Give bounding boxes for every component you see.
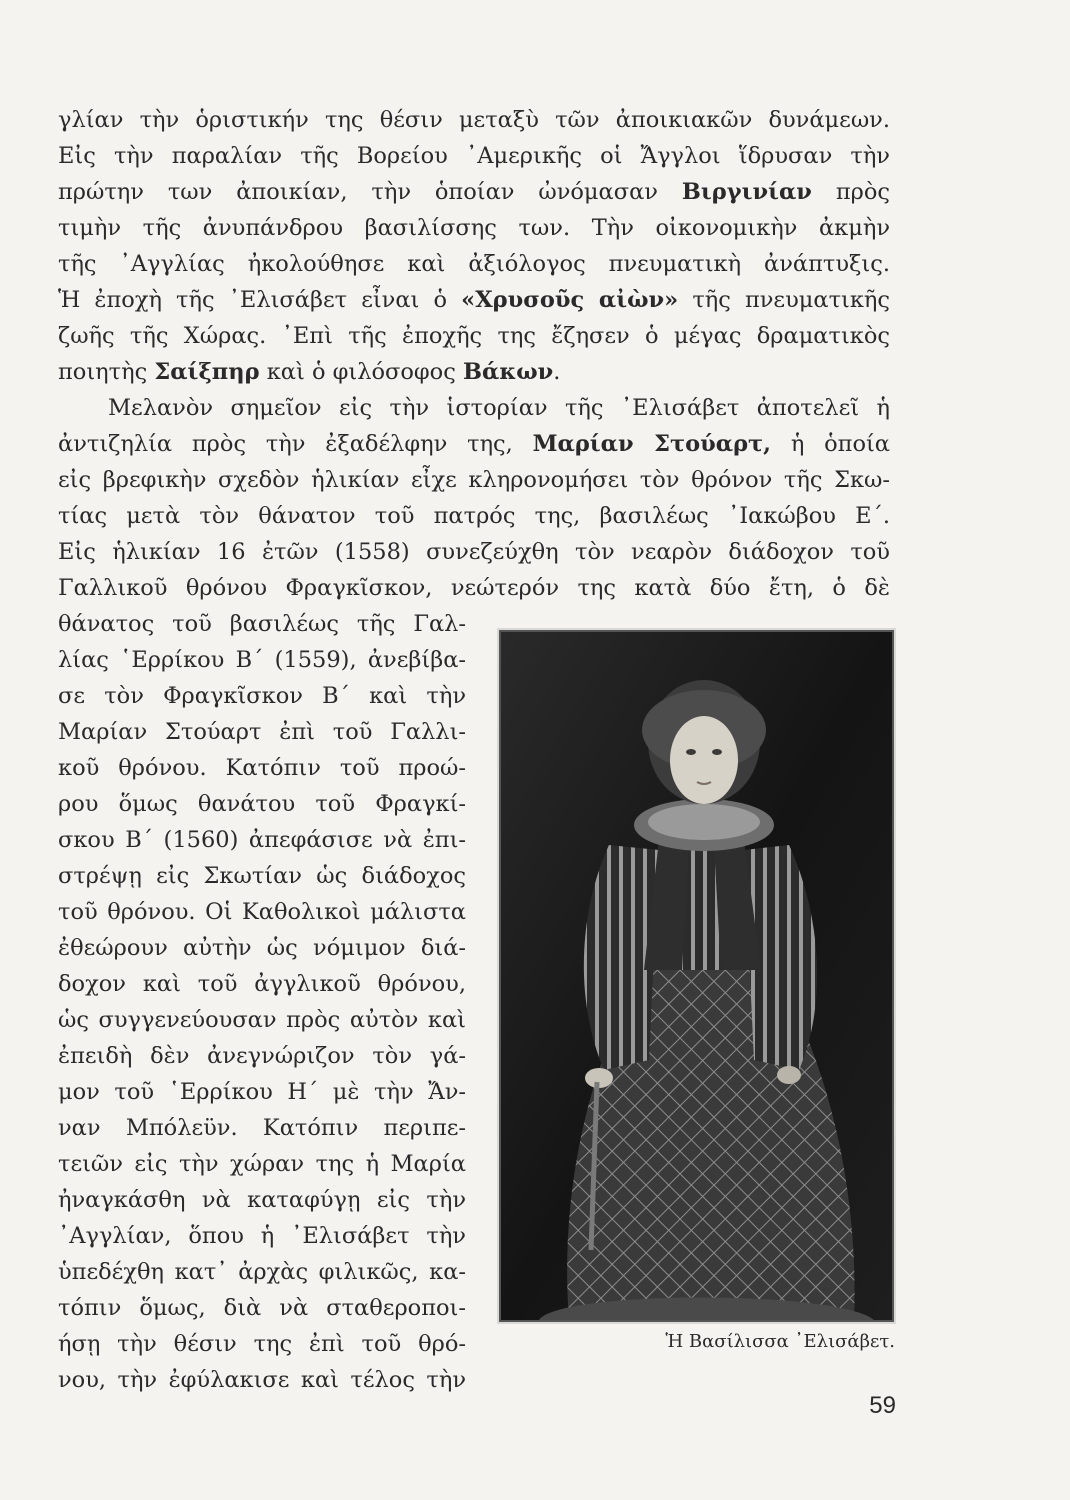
column-line: ὡς συγγενεύουσαν πρὸς αὐτὸν καὶ — [58, 1007, 466, 1033]
text-line: εἰς βρεφικὴν σχεδὸν ἡλικίαν εἶχε κληρονομήσει τὸν θρόνον τῆς Σκω- — [58, 467, 890, 493]
portrait-image — [497, 628, 896, 1324]
bold-term-golden-age: «Χρυσοῦς αἰὼν» — [461, 287, 679, 313]
column-line: ἐπειδὴ δὲν ἀνεγνώριζον τὸν γά- — [58, 1043, 466, 1069]
text-line: τῆς ᾿Αγγλίας ἠκολούθησε καὶ ἀξιόλογος πνευματικὴ ἀνάπτυξις. — [58, 251, 890, 277]
text-line: ἀντιζηλία πρὸς τὴν ἐξαδέλφην της, Μαρίαν Στούαρτ, ἡ ὁποία — [58, 431, 891, 457]
bold-term-shakespeare: Σαίξπηρ — [154, 359, 260, 385]
bold-term-virginia: Βιργινίαν — [681, 179, 812, 205]
column-line: κοῦ θρόνου. Κατόπιν τοῦ προώ- — [58, 755, 466, 781]
text-line: τιμὴν τῆς ἀνυπάνδρου βασιλίσσης των. Τὴν οἰκονομικὴν ἀκμὴν — [58, 215, 890, 241]
column-line: τοῦ θρόνου. Οἱ Καθολικοὶ μάλιστα — [58, 899, 466, 925]
column-line: σκου Β΄ (1560) ἀπεφάσισε νὰ ἐπι- — [58, 827, 466, 853]
column-line: ρου ὅμως θανάτου τοῦ Φραγκί- — [58, 791, 466, 817]
text-line: Εἰς ἡλικίαν 16 ἐτῶν (1558) συνεζεύχθη τὸν νεαρὸν διάδοχον τοῦ — [58, 539, 890, 565]
column-line: Μαρίαν Στούαρτ ἐπὶ τοῦ Γαλλι- — [58, 719, 466, 745]
column-line: τόπιν ὅμως, διὰ νὰ σταθεροποι- — [58, 1295, 466, 1321]
page-number: 59 — [869, 1392, 896, 1419]
column-line: θάνατος τοῦ βασιλέως τῆς Γαλ- — [58, 611, 466, 637]
column-line: δοχον καὶ τοῦ ἀγγλικοῦ θρόνου, — [58, 971, 466, 997]
bold-term-mary-stuart: Μαρίαν Στούαρτ, — [532, 431, 772, 457]
column-line: σε τὸν Φραγκῖσκον Β΄ καὶ τὴν — [58, 683, 466, 709]
column-line: λίας ῾Ερρίκου Β΄ (1559), ἀνεβίβα- — [58, 647, 466, 673]
column-line: μον τοῦ ῾Ερρίκου Η΄ μὲ τὴν Ἄν- — [58, 1079, 466, 1105]
text-line: Ἡ ἐποχὴ τῆς ᾿Ελισάβετ εἶναι ὁ «Χρυσοῦς αἰὼν» τῆς πνευματικῆς — [58, 287, 890, 313]
column-line: ήσῃ τὴν θέσιν της ἐπὶ τοῦ θρό- — [58, 1331, 466, 1357]
column-line: ναν Μπόλεϋν. Κατόπιν περιπε- — [58, 1115, 466, 1141]
text-line: τίας μετὰ τὸν θάνατον τοῦ πατρός της, βασιλέως ᾿Ιακώβου Ε΄. — [58, 503, 890, 529]
text-line: ζωῆς τῆς Χώρας. ᾿Επὶ τῆς ἐποχῆς της ἔζησεν ὁ μέγας δραματικὸς — [58, 323, 890, 349]
text-line: Μελανὸν σημεῖον εἰς τὴν ἱστορίαν τῆς ᾿Ελισάβετ ἀποτελεῖ ἡ — [108, 395, 890, 421]
column-line: τειῶν εἰς τὴν χώραν της ἡ Μαρία — [58, 1151, 466, 1177]
text-line: Γαλλικοῦ θρόνου Φραγκῖσκον, νεώτερόν της κατὰ δύο ἔτη, ὁ δὲ — [58, 575, 890, 601]
bold-term-bacon: Βάκων — [463, 359, 554, 385]
text-line: ποιητὴς Σαίξπηρ καὶ ὁ φιλόσοφος Βάκων. — [58, 359, 561, 385]
column-line: ᾿Αγγλίαν, ὅπου ἡ ᾿Ελισάβετ τὴν — [58, 1223, 466, 1249]
column-line: ἐθεώρουν αὐτὴν ὡς νόμιμον διά- — [58, 935, 466, 961]
figure-caption: Ἡ Βασίλισσα ᾿Ελισάβετ. — [665, 1331, 895, 1352]
text-line: γλίαν τὴν ὁριστικήν της θέσιν μεταξὺ τῶν ἀποικιακῶν δυνάμεων. — [58, 107, 890, 133]
column-line: στρέψῃ εἰς Σκωτίαν ὡς διάδοχος — [58, 863, 466, 889]
column-line: ἠναγκάσθη νὰ καταφύγῃ εἰς τὴν — [58, 1187, 466, 1213]
text-line: Εἰς τὴν παραλίαν τῆς Βορείου ᾿Αμερικῆς οἱ Ἄγγλοι ἵδρυσαν τὴν — [58, 143, 890, 169]
text-line: πρώτην των ἀποικίαν, τὴν ὁποίαν ὠνόμασαν Βιργινίαν πρὸς — [58, 179, 890, 205]
column-line: ὑπεδέχθη κατ᾿ ἀρχὰς φιλικῶς, κα- — [58, 1259, 466, 1285]
column-line: νου, τὴν ἐφύλακισε καὶ τέλος τὴν — [58, 1367, 466, 1393]
